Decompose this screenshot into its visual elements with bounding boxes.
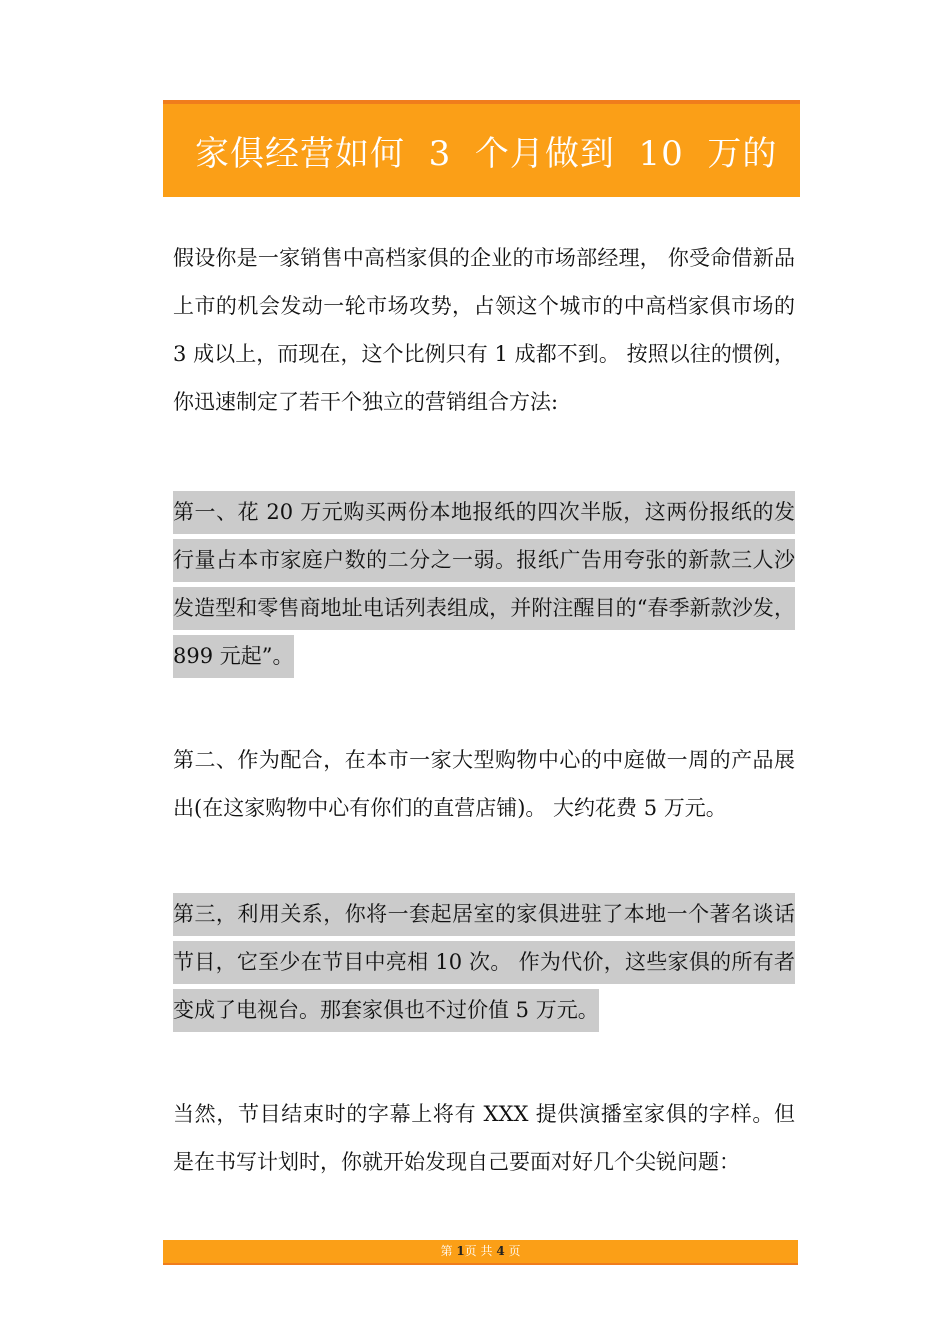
title-banner xyxy=(163,104,800,197)
page-prefix: 第 xyxy=(440,1244,453,1258)
paragraph-method-2: 第二、作为配合，在本市一家大型购物中心的中庭做一周的产品展出(在这家购物中心有你们的直营店铺)。 大约花费 5 万元。 xyxy=(173,748,795,820)
footer-rule xyxy=(163,1263,798,1265)
paragraph-method-3 xyxy=(173,890,795,1034)
document-title: 家俱经营如何 3 个月做到 10 万的 xyxy=(195,134,778,174)
page-indicator xyxy=(163,1242,798,1259)
total-page-count: 4 xyxy=(496,1244,505,1258)
highlighted-text: 第一、花 20 万元购买两份本地报纸的四次半版，这两份报纸的发行量占本市家庭户数的二分之一弱。报纸广告用夸张的新款三人沙发造型和零售商地址电话列表组成，并附注醒目的“春季新款沙发，899 元起”。 xyxy=(173,491,795,678)
paragraph-conclusion: 当然，节目结束时的字幕上将有 XXX 提供演播室家俱的字样。但是在书写计划时，你就开始发现自己要面对好几个尖锐问题： xyxy=(173,1102,795,1174)
paragraph-method-1 xyxy=(173,488,795,680)
paragraph-intro: 假设你是一家销售中高档家俱的企业的市场部经理， 你受命借新品上市的机会发动一轮市场攻势，占领这个城市的中高档家俱市场的 3 成以上，而现在，这个比例只有 1 成都不到。 按照以往的惯例，你迅速制定了若干个独立的营销组合方法: xyxy=(173,246,795,414)
page-suffix: 页 xyxy=(508,1244,521,1258)
page-middle: 页 共 xyxy=(464,1244,493,1258)
current-page-number: 1 xyxy=(456,1244,465,1258)
highlighted-text: 第三，利用关系，你将一套起居室的家俱进驻了本地一个著名谈话节目，它至少在节目中亮相 10 次。 作为代价，这些家俱的所有者变成了电视台。那套家俱也不过价值 5 万元。 xyxy=(173,893,795,1032)
footer-bar xyxy=(163,1240,798,1263)
